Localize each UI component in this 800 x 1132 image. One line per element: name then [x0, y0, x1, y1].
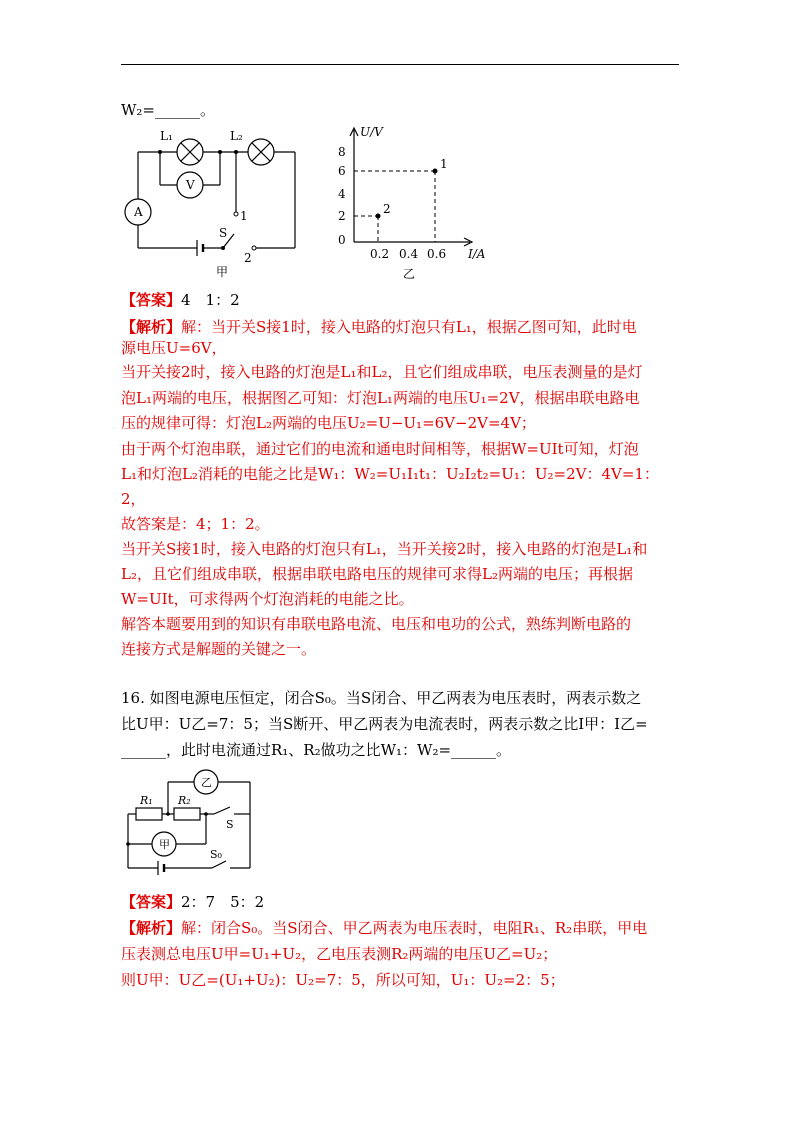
answer-tag: 【答案】	[121, 291, 182, 309]
q15-analysis-line: 由于两个灯泡串联，通过它们的电流和通电时间相等，根据W=UIt可知，灯泡	[121, 440, 639, 458]
r2-label: R₂	[178, 794, 191, 807]
analysis-tag: 【解析】	[121, 318, 182, 336]
analysis-tag: 【解析】	[121, 919, 182, 937]
header-rule	[121, 64, 679, 65]
q15-analysis-line: 当开关接2时，接入电路的灯泡是L₁和L₂，且它们组成串联，电压表测量的是灯	[121, 363, 643, 381]
q15-analysis-line: 泡L₁两端的电压，根据图乙可知：灯泡L₁两端的电压U₁=2V，根据串联电路电	[121, 389, 640, 407]
q15-analysis-line: L₁和灯泡L₂消耗的电能之比是W₁：W₂=U₁I₁t₁：U₂I₂t₂=U₁：U₂=2V：4V=1：	[121, 465, 659, 483]
switch-label: S	[219, 226, 228, 240]
circuit-diagram-q16	[122, 766, 262, 876]
q15-analysis-line: L₂，且它们组成串联，根据串联电路电压的规律可求得L₂两端的电压；再根据	[121, 565, 633, 583]
r1-label: R₁	[140, 794, 153, 807]
w2-blank-line: W₂=______。	[121, 101, 215, 119]
q15-analysis-line: 解答本题要用到的知识有串联电路电流、电压和电功的公式，熟练判断电路的	[121, 615, 632, 633]
q15-analysis-line: 当开关S接1时，接入电路的灯泡只有L₁，当开关接2时，接入电路的灯泡是L₁和	[121, 540, 648, 558]
q16-answer	[121, 892, 681, 912]
y-tick-4: 4	[338, 187, 346, 201]
point-2-label: 2	[383, 202, 391, 216]
figure-yi-caption: 乙	[403, 267, 416, 281]
switch-s-label: S	[226, 818, 234, 831]
voltmeter-label: V	[186, 178, 195, 192]
answer-text: 2：7 5：2	[181, 893, 265, 911]
switch-s0-label: S₀	[210, 848, 222, 861]
q15-answer	[121, 290, 681, 310]
q16-analysis-line: 则U甲：U乙=(U₁+U₂)：U₂=7：5，所以可知，U₁：U₂=2：5；	[121, 971, 565, 989]
label-l1: L₁	[160, 129, 173, 143]
y-tick-2: 2	[338, 209, 346, 223]
terminal-2-label: 2	[244, 251, 252, 265]
y-tick-6: 6	[338, 164, 346, 178]
q16-question-line: ______，此时电流通过R₁、R₂做功之比W₁：W₂=______。	[121, 741, 512, 759]
q16-question-line: 16. 如图电源电压恒定，闭合S₀。当S闭合、甲乙两表为电压表时，两表示数之	[121, 689, 642, 707]
y-axis-label: U/V	[360, 125, 383, 139]
figure-jia-caption: 甲	[216, 265, 229, 279]
meter-yi-label: 乙	[201, 776, 212, 789]
answer-tag: 【答案】	[121, 893, 182, 911]
x-tick-0-6: 0.6	[427, 247, 447, 261]
circuit-diagram-jia	[120, 124, 305, 279]
q15-analysis-line: 2，	[121, 490, 146, 508]
label-l2: L₂	[230, 129, 243, 143]
q16-question-line: 比U甲：U乙=7：5；当S断开、甲乙两表为电流表时，两表示数之比I甲：I乙=	[121, 715, 648, 733]
y-tick-0: 0	[338, 233, 346, 247]
q15-analysis-line: 故答案是：4；1：2。	[121, 515, 270, 533]
point-1-label: 1	[440, 157, 448, 171]
q16-analysis-line: 压表测总电压U甲=U₁+U₂，乙电压表测R₂两端的电压U乙=U₂；	[121, 945, 558, 963]
q15-analysis-line: 连接方式是解题的关键之一。	[121, 640, 317, 658]
ui-graph-yi	[330, 124, 500, 284]
x-axis-label: I/A	[468, 247, 486, 261]
meter-jia-label: 甲	[159, 838, 170, 851]
q15-analysis-line: W=UIt，可求得两个灯泡消耗的电能之比。	[121, 590, 414, 608]
x-tick-0-2: 0.2	[370, 247, 390, 261]
q15-analysis-line: 压的规律可得：灯泡L₂两端的电压U₂=U−U₁=6V−2V=4V；	[121, 414, 536, 432]
ammeter-label: A	[134, 205, 143, 219]
terminal-1-label: 1	[240, 209, 248, 223]
q15-analysis-line: 源电压U=6V，	[121, 339, 227, 357]
x-tick-0-4: 0.4	[399, 247, 419, 261]
q15-analysis-line: 【解析】解：当开关S接1时，接入电路的灯泡只有L₁，根据乙图可知，此时电	[121, 318, 637, 336]
q16-analysis-line: 【解析】解：闭合S₀。当S闭合、甲乙两表为电压表时，电阻R₁、R₂串联，甲电	[121, 919, 648, 937]
answer-text: 4 1：2	[181, 291, 240, 309]
y-tick-8: 8	[338, 145, 346, 159]
